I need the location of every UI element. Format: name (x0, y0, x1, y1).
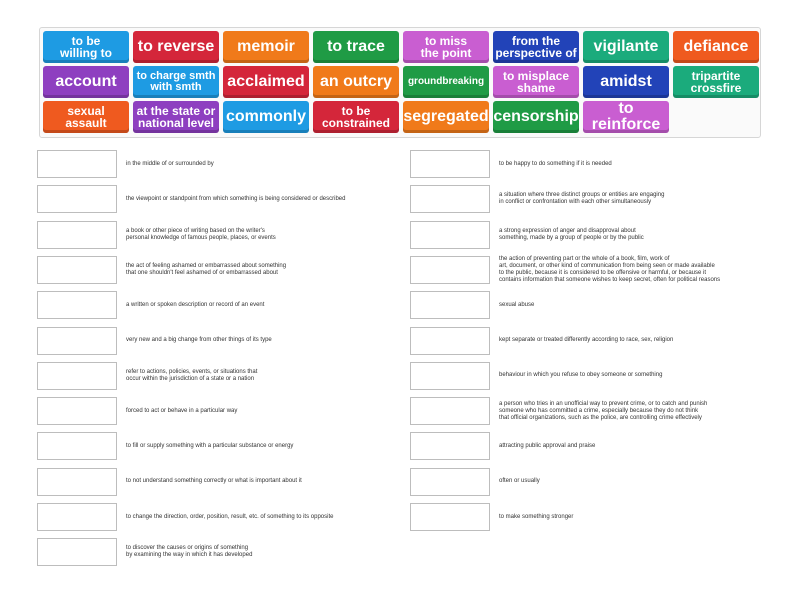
word-tile[interactable] (133, 31, 219, 63)
definition-label: to fill or supply something with a particular substance or energy (126, 442, 294, 449)
definition-text (499, 397, 789, 425)
word-tile-label: to charge smth with smth (136, 70, 216, 93)
drop-slot[interactable] (37, 291, 117, 319)
definition-text (499, 362, 789, 390)
word-tile-label: censorship (493, 108, 579, 125)
definition-label: forced to act or behave in a particular way (126, 407, 238, 414)
word-tile[interactable] (43, 66, 129, 98)
drop-slot[interactable] (410, 503, 490, 531)
definition-label: refer to actions, policies, events, or situations that occur within the jurisdiction of a state or a nation (126, 368, 258, 382)
drop-slot[interactable] (410, 397, 490, 425)
word-tile[interactable] (493, 101, 579, 133)
drop-slot[interactable] (37, 185, 117, 213)
word-tile[interactable] (493, 66, 579, 98)
definition-text (499, 503, 789, 531)
definition-label: in the middle of or surrounded by (126, 160, 214, 167)
word-tile-label: vigilante (593, 38, 659, 55)
drop-slot[interactable] (37, 432, 117, 460)
word-tile-label: defiance (683, 38, 749, 55)
word-tile[interactable] (313, 101, 399, 133)
drop-slot[interactable] (410, 256, 490, 284)
word-tile[interactable] (133, 66, 219, 98)
definition-label: a situation where three distinct groups or entities are engaging in conflict or confrontation with each other simultaneously (499, 192, 665, 206)
word-tile-label: account (55, 73, 117, 90)
drop-slot[interactable] (410, 432, 490, 460)
word-tile[interactable] (313, 31, 399, 63)
drop-slot[interactable] (37, 468, 117, 496)
definition-text (499, 291, 789, 319)
word-tile-label: to trace (327, 38, 385, 55)
word-tile-label: to misplace shame (502, 69, 570, 95)
word-tile[interactable] (133, 101, 219, 133)
definition-text (126, 185, 406, 213)
word-tile-label: an outcry (319, 73, 392, 90)
definition-label: the viewpoint or standpoint from which something is being considered or described (126, 195, 346, 202)
definition-label: often or usually (499, 478, 540, 485)
definition-text (126, 468, 406, 496)
drop-slot[interactable] (410, 468, 490, 496)
definition-text (499, 150, 789, 178)
definition-label: very new and a big change from other things of its type (126, 337, 272, 344)
word-tile-label: sexual assault (65, 104, 107, 130)
word-tile-label: to reverse (137, 38, 215, 55)
drop-slot[interactable] (410, 221, 490, 249)
definition-label: a person who tries in an unofficial way to prevent crime, or to catch and punish someone who has committed a crime, especially because they do not think that official organizations, such as the police, are controlling crime effectively (499, 400, 708, 421)
drop-slot[interactable] (37, 538, 117, 566)
definition-text (126, 256, 406, 284)
drop-slot[interactable] (37, 327, 117, 355)
word-tile-label: acclaimed (227, 73, 305, 90)
definition-label: to make something stronger (499, 513, 574, 520)
definition-label: a strong expression of anger and disapproval about something, made by a group of people or by the public (499, 227, 644, 241)
drop-slot[interactable] (37, 362, 117, 390)
word-tile[interactable] (673, 31, 759, 63)
word-tile[interactable] (223, 66, 309, 98)
drop-slot[interactable] (410, 291, 490, 319)
word-tile[interactable] (493, 31, 579, 63)
word-tile[interactable] (673, 66, 759, 98)
definition-label: to be happy to do something if it is needed (499, 160, 612, 167)
word-tile[interactable] (43, 31, 129, 63)
definition-text (126, 432, 406, 460)
definition-label: to discover the causes or origins of something by examining the way in which it has developed (126, 545, 253, 559)
definition-text (499, 432, 789, 460)
word-tile-label: segregated (403, 108, 489, 125)
word-tile[interactable] (583, 66, 669, 98)
definition-text (126, 503, 406, 531)
definition-text (126, 327, 406, 355)
definition-text (499, 327, 789, 355)
word-tile-label: from the perspective of (495, 34, 577, 60)
word-tile[interactable] (403, 66, 489, 98)
drop-slot[interactable] (410, 150, 490, 178)
definition-text (126, 291, 406, 319)
word-tile-label: amidst (600, 73, 652, 90)
word-tile[interactable] (43, 101, 129, 133)
definition-label: the action of preventing part or the whole of a book, film, work of art, document, or other kind of communication from being seen or made available to the public, because it is considered to be offensive or harmful, or because it contains information that someone wishes to keep secret, often for political reasons (499, 256, 721, 283)
definition-label: a written or spoken description or record of an event (126, 301, 265, 308)
word-tile-label: to miss the point (420, 34, 472, 60)
word-tile-label: groundbreaking (407, 76, 485, 87)
drop-slot[interactable] (37, 221, 117, 249)
word-tile[interactable] (223, 101, 309, 133)
word-tile-label: commonly (225, 108, 306, 125)
definition-text (499, 221, 789, 249)
word-tile-label: to be constrained (321, 104, 390, 130)
drop-slot[interactable] (410, 327, 490, 355)
definition-text (126, 221, 406, 249)
definition-text (499, 256, 789, 284)
word-tile[interactable] (313, 66, 399, 98)
word-tile[interactable] (403, 101, 489, 133)
word-tile-label: tripartite crossfire (690, 69, 742, 95)
drop-slot[interactable] (410, 185, 490, 213)
definition-label: behaviour in which you refuse to obey someone or something (499, 372, 663, 379)
drop-slot[interactable] (37, 397, 117, 425)
drop-slot[interactable] (410, 362, 490, 390)
definition-label: to change the direction, order, position, result, etc. of something to its opposite (126, 513, 334, 520)
definition-label: a book or other piece of writing based on the writer's personal knowledge of famous people, places, or events (126, 227, 276, 241)
definition-label: the act of feeling ashamed or embarrassed about something that one shouldn't feel ashamed of or embarrassed about (126, 263, 287, 276)
definition-text (126, 150, 406, 178)
definition-label: kept separate or treated differently according to race, sex, religion (499, 337, 674, 344)
definition-label: attracting public approval and praise (499, 442, 596, 449)
definition-text (126, 538, 406, 566)
drop-slot[interactable] (37, 503, 117, 531)
word-tile-label: at the state or national level (136, 104, 216, 130)
definition-text (499, 185, 789, 213)
word-tile-label: memoir (237, 38, 295, 55)
word-tile[interactable] (583, 31, 669, 63)
definition-label: to not understand something correctly or what is important about it (126, 478, 302, 485)
definition-text (126, 362, 406, 390)
definition-label: sexual abuse (499, 301, 535, 308)
word-tile-label: to reinforce (591, 100, 661, 133)
word-tile[interactable] (403, 31, 489, 63)
word-tile[interactable] (583, 101, 669, 133)
word-tile[interactable] (223, 31, 309, 63)
word-tile-label: to be willing to (60, 34, 112, 60)
drop-slot[interactable] (37, 256, 117, 284)
definition-text (499, 468, 789, 496)
drop-slot[interactable] (37, 150, 117, 178)
definition-text (126, 397, 406, 425)
